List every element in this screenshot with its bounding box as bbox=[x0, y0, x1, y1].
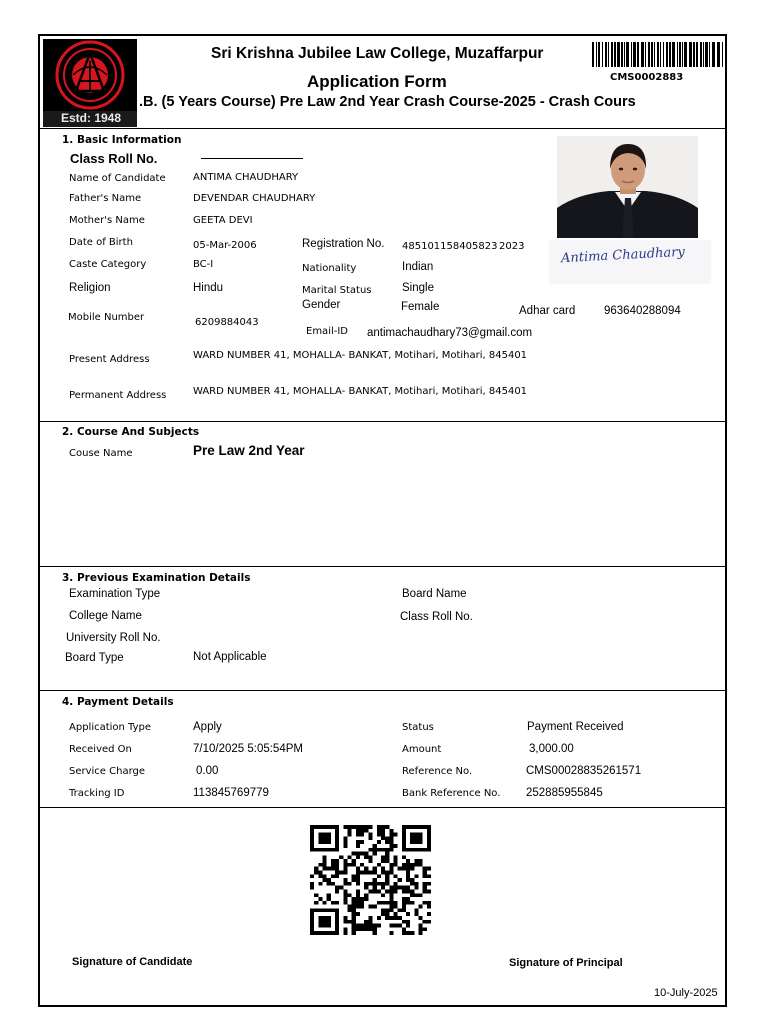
registration-year: 2023 bbox=[499, 241, 525, 252]
reference-label: Reference No. bbox=[402, 766, 473, 777]
qr-code bbox=[310, 825, 431, 935]
course-title: .B. (5 Years Course) Pre Law 2nd Year Crash Course-2025 - Crash Cours bbox=[139, 94, 636, 110]
board-type-label: Board Type bbox=[65, 652, 124, 664]
status-value: Payment Received bbox=[527, 721, 624, 733]
university-roll-label: University Roll No. bbox=[66, 632, 161, 644]
class-roll-line bbox=[201, 158, 303, 159]
father-value: DEVENDAR CHAUDHARY bbox=[193, 193, 316, 204]
caste-label: Caste Category bbox=[69, 259, 147, 270]
application-type-value: Apply bbox=[193, 721, 222, 733]
nationality-label: Nationality bbox=[302, 263, 357, 274]
course-name-value: Pre Law 2nd Year bbox=[193, 443, 305, 458]
amount-value: 3,000.00 bbox=[529, 743, 574, 755]
exam-type-label: Examination Type bbox=[69, 588, 161, 600]
status-label: Status bbox=[402, 722, 434, 733]
dob-value: 05-Mar-2006 bbox=[193, 240, 257, 251]
college-logo bbox=[43, 39, 137, 127]
candidate-signature-label: Signature of Candidate bbox=[72, 956, 193, 968]
prev-class-roll-label: Class Roll No. bbox=[400, 611, 473, 623]
service-charge-label: Service Charge bbox=[69, 766, 146, 777]
received-on-label: Received On bbox=[69, 744, 132, 755]
board-name-label: Board Name bbox=[402, 588, 467, 600]
marital-label: Marital Status bbox=[302, 285, 372, 296]
mobile-label: Mobile Number bbox=[68, 312, 145, 323]
mother-value: GEETA DEVI bbox=[193, 215, 253, 226]
amount-label: Amount bbox=[402, 744, 442, 755]
divider bbox=[39, 807, 727, 808]
section-basic-title: 1. Basic Information bbox=[62, 134, 182, 146]
print-date: 10-July-2025 bbox=[654, 987, 718, 999]
religion-label: Religion bbox=[69, 282, 111, 294]
mobile-value: 6209884043 bbox=[195, 317, 259, 328]
signature-text: Antima Chaudhary bbox=[560, 244, 686, 267]
gender-label: Gender bbox=[302, 299, 341, 311]
application-type-label: Application Type bbox=[69, 722, 152, 733]
email-label: Email-ID bbox=[306, 326, 349, 337]
gender-value: Female bbox=[401, 301, 440, 313]
caste-value: BC-I bbox=[193, 259, 214, 270]
tracking-id-value: 113845769779 bbox=[193, 787, 269, 799]
permanent-address-label: Permanent Address bbox=[69, 390, 167, 401]
section-course-title: 2. Course And Subjects bbox=[62, 426, 200, 438]
section-previous-title: 3. Previous Examination Details bbox=[62, 572, 251, 584]
service-charge-value: 0.00 bbox=[196, 765, 219, 777]
tracking-id-label: Tracking ID bbox=[69, 788, 125, 799]
email-value: antimachaudhary73@gmail.com bbox=[367, 327, 533, 339]
section-payment-title: 4. Payment Details bbox=[62, 696, 174, 708]
received-on-value: 7/10/2025 5:05:54PM bbox=[193, 743, 303, 755]
dob-label: Date of Birth bbox=[69, 237, 133, 248]
form-title: Application Form bbox=[307, 72, 447, 91]
father-label: Father's Name bbox=[69, 193, 142, 204]
form-code: CMS0002883 bbox=[610, 72, 684, 83]
registration-label: Registration No. bbox=[302, 238, 385, 250]
bank-reference-value: 252885955845 bbox=[526, 787, 603, 799]
college-name: Sri Krishna Jubilee Law College, Muzaffarpur bbox=[211, 45, 544, 62]
bank-reference-label: Bank Reference No. bbox=[402, 788, 501, 799]
candidate-photo bbox=[557, 136, 698, 238]
board-type-value: Not Applicable bbox=[193, 651, 267, 663]
religion-value: Hindu bbox=[193, 282, 224, 294]
divider bbox=[39, 690, 727, 691]
principal-signature-label: Signature of Principal bbox=[509, 957, 623, 969]
present-address-value: WARD NUMBER 41, MOHALLA- BANKAT, Motihari, Motihari, 845401 bbox=[193, 350, 528, 361]
candidate-signature bbox=[549, 240, 711, 284]
aadhar-label: Adhar card bbox=[519, 305, 576, 317]
permanent-address-value: WARD NUMBER 41, MOHALLA- BANKAT, Motihari, Motihari, 845401 bbox=[193, 386, 528, 397]
class-roll-label: Class Roll No. bbox=[70, 151, 158, 166]
divider bbox=[39, 421, 727, 422]
reference-value: CMS00028835261571 bbox=[526, 765, 642, 777]
course-name-label: Couse Name bbox=[69, 448, 133, 459]
aadhar-value: 963640288094 bbox=[604, 305, 681, 317]
name-label: Name of Candidate bbox=[69, 173, 166, 184]
mother-label: Mother's Name bbox=[69, 215, 145, 226]
marital-value: Single bbox=[402, 282, 434, 294]
person-photo-icon bbox=[557, 136, 698, 238]
logo-established-text: Estd: 1948 bbox=[61, 111, 122, 125]
college-name-label: College Name bbox=[69, 610, 142, 622]
divider bbox=[39, 566, 727, 567]
nationality-value: Indian bbox=[402, 261, 434, 273]
barcode bbox=[592, 42, 723, 67]
registration-value: 485101158405823 bbox=[402, 241, 498, 252]
present-address-label: Present Address bbox=[69, 354, 150, 365]
divider bbox=[39, 128, 727, 129]
name-value: ANTIMA CHAUDHARY bbox=[193, 172, 299, 183]
